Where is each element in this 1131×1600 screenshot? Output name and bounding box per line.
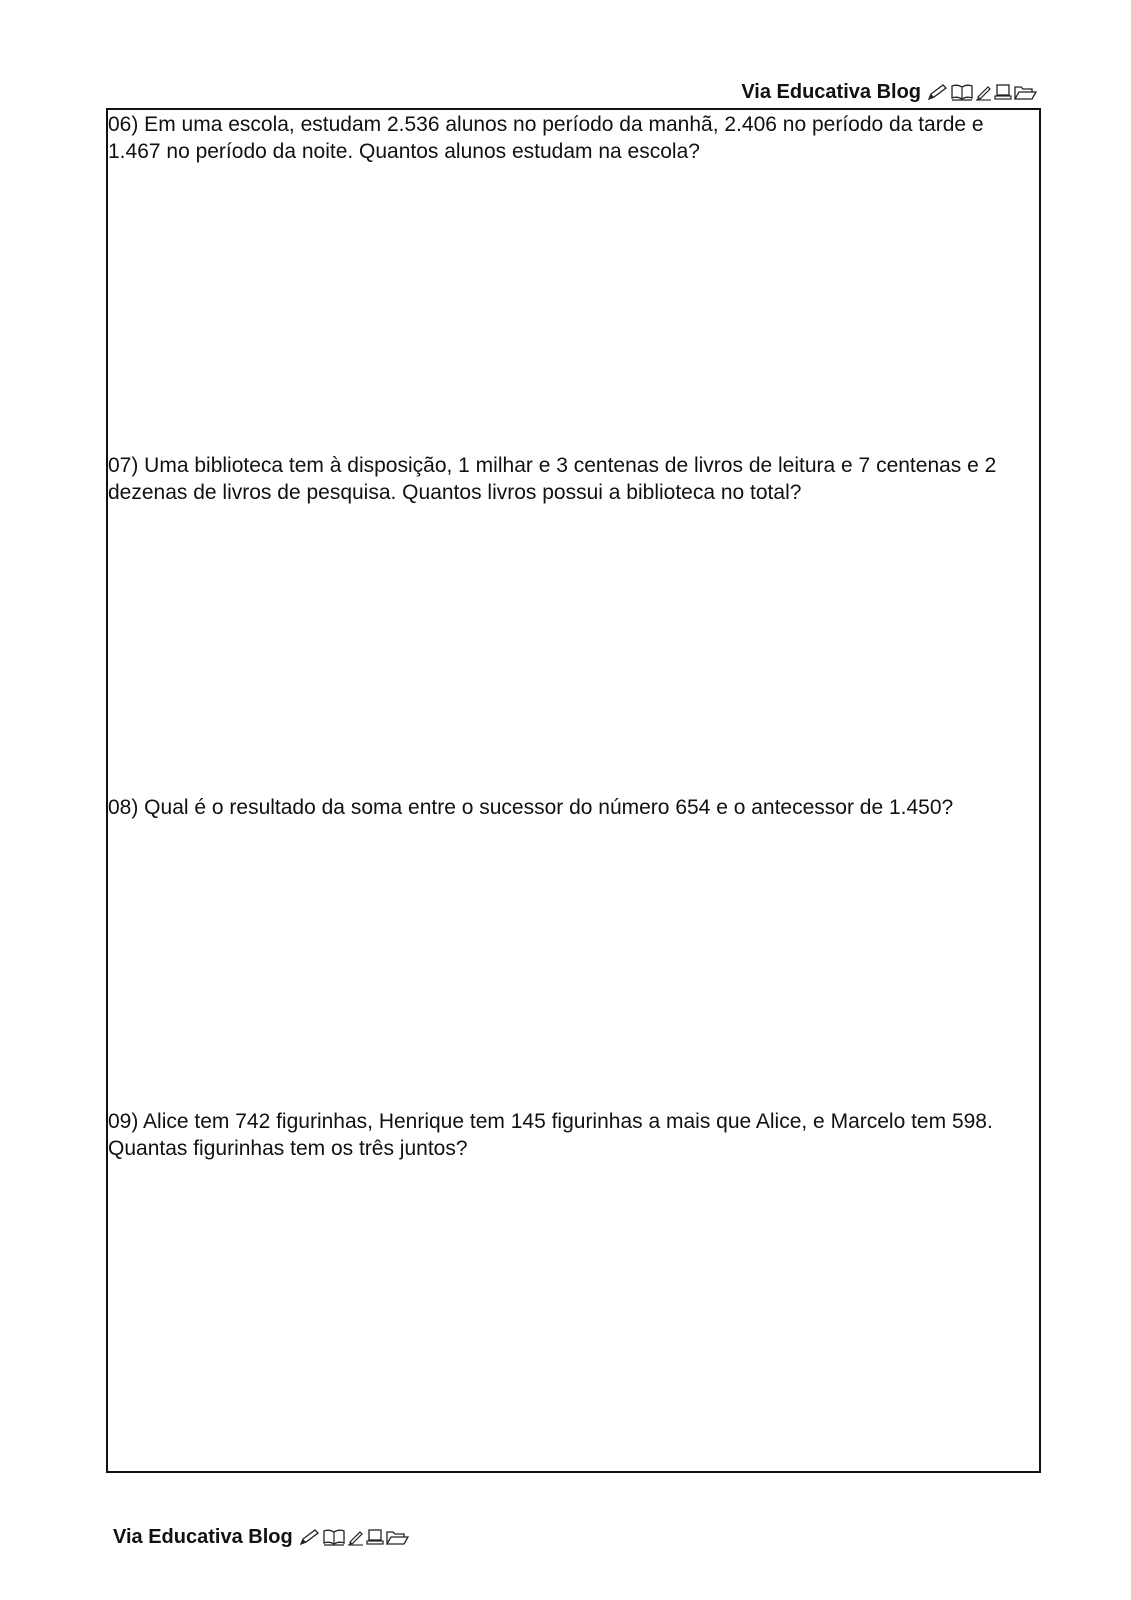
- pen-icon: [975, 83, 993, 101]
- question-09: 09) Alice tem 742 figurinhas, Henrique tem 145 figurinhas a mais que Alice, e Marcelo tem 598. Quantas figurinhas tem os três juntos?: [108, 1110, 993, 1160]
- brand-title: Via Educativa Blog: [741, 81, 921, 103]
- folder-icon: [1013, 83, 1037, 101]
- pen-icon: [347, 1528, 365, 1546]
- header-brand: [741, 80, 1037, 104]
- brand-icons: [927, 83, 1037, 101]
- pencil-icon: [927, 83, 949, 101]
- pencil-icon: [299, 1528, 321, 1546]
- footer-brand: [113, 1525, 409, 1549]
- brand-title: Via Educativa Blog: [113, 1526, 293, 1548]
- question-08: 08) Qual é o resultado da soma entre o sucessor do número 654 e o antecessor de 1.450?: [108, 796, 954, 819]
- book-icon: [322, 1528, 346, 1546]
- computer-icon: [366, 1528, 384, 1546]
- computer-icon: [994, 83, 1012, 101]
- book-icon: [950, 83, 974, 101]
- question-06: 06) Em uma escola, estudam 2.536 alunos no período da manhã, 2.406 no período da tarde e 1.467 no período da noite. Quantos alunos estudam na escola?: [108, 113, 984, 163]
- question-07: 07) Uma biblioteca tem à disposição, 1 milhar e 3 centenas de livros de leitura e 7 centenas e 2 dezenas de livros de pesquisa. Quantos livros possui a biblioteca no total?: [108, 454, 997, 504]
- folder-icon: [385, 1528, 409, 1546]
- worksheet-frame: [106, 108, 1041, 1473]
- brand-icons: [299, 1528, 409, 1546]
